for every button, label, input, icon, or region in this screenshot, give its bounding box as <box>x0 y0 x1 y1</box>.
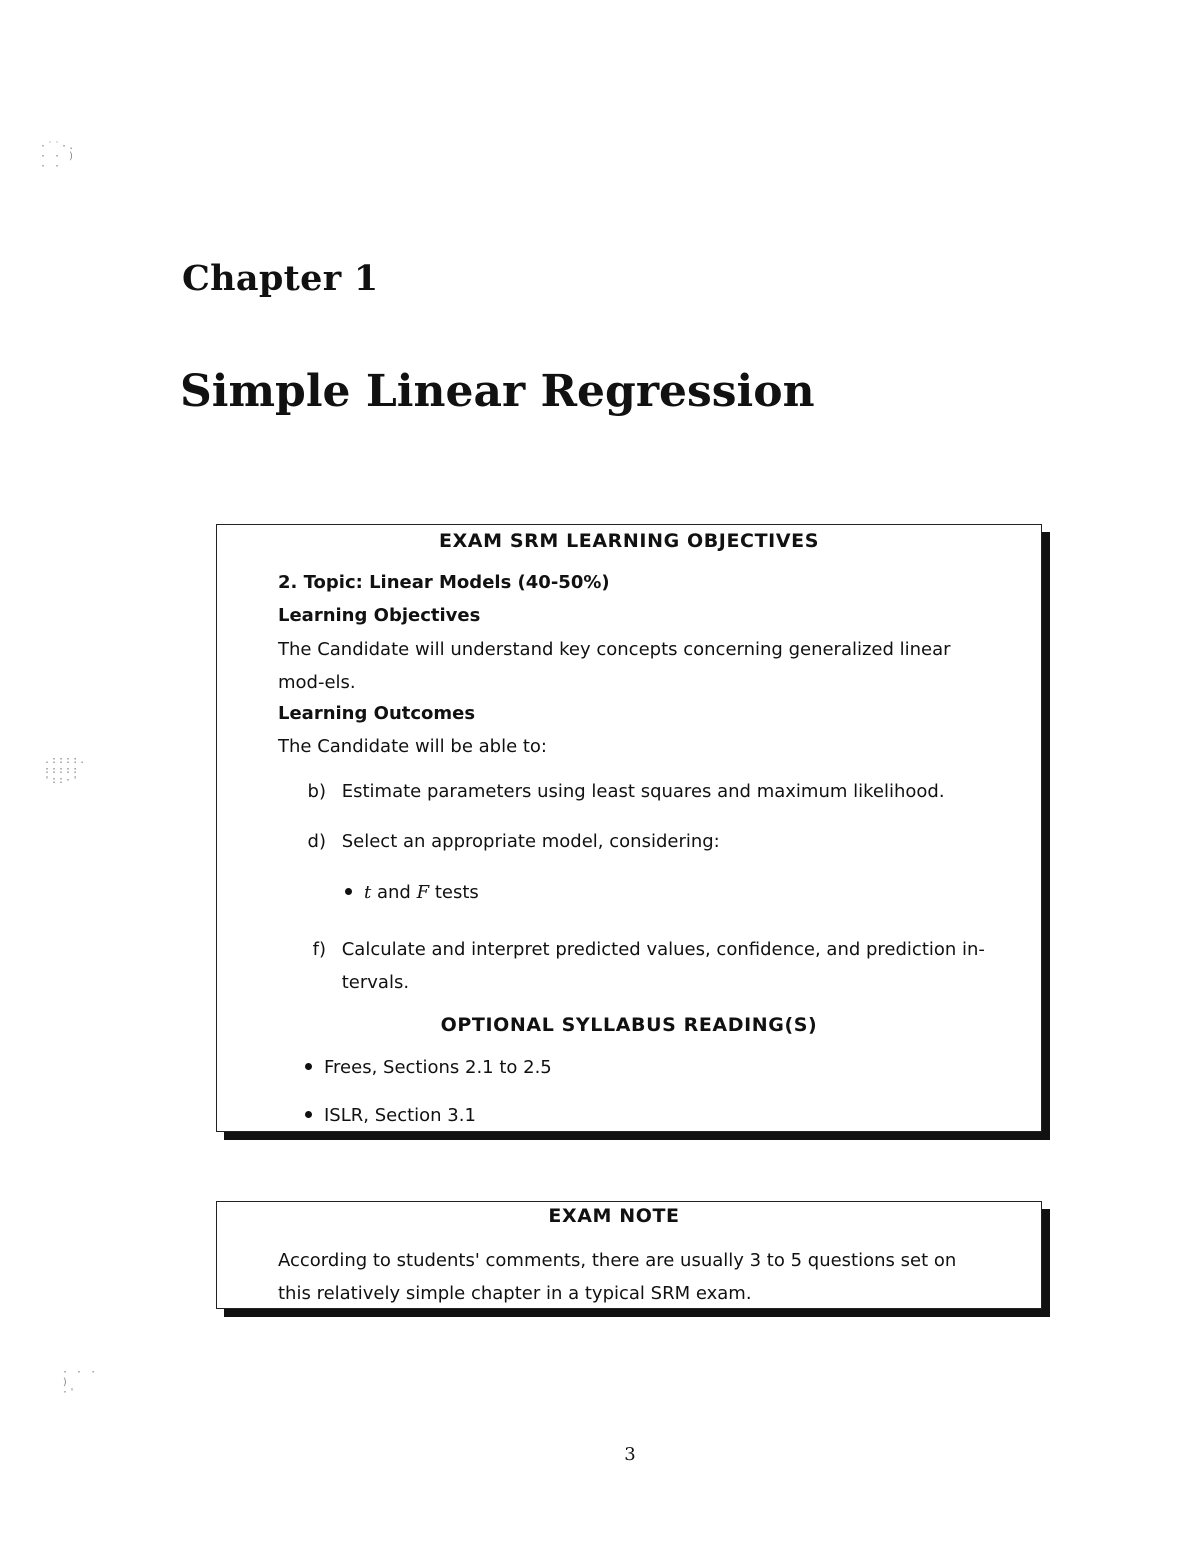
page-number: 3 <box>624 1444 636 1465</box>
outcome-item <box>295 933 1002 999</box>
and-text: and <box>376 882 411 903</box>
outcome-marker: b) <box>307 781 326 802</box>
learning-outcomes-heading: Learning Outcomes <box>278 703 476 724</box>
outcome-marker: f) <box>312 939 326 960</box>
outcome-marker: d) <box>307 831 326 852</box>
bullet-icon <box>305 1111 312 1118</box>
outcome-text: Estimate parameters using least squares and maximum likelihood. <box>341 781 945 802</box>
chapter-title: Simple Linear Regression <box>180 366 815 417</box>
outcome-item <box>295 775 1002 808</box>
sub-bullet-tests <box>345 882 479 903</box>
scan-mark-top: ·˙˙·. · · ) · · <box>40 141 76 172</box>
tests-text: tests <box>434 882 479 903</box>
learning-objectives-box <box>216 524 1042 1132</box>
t-symbol: t <box>364 882 372 903</box>
objectives-heading: EXAM SRM LEARNING OBJECTIVES <box>438 530 820 552</box>
exam-note-heading: EXAM NOTE <box>548 1205 680 1227</box>
reading-item <box>305 1105 476 1126</box>
learning-objectives-heading: Learning Objectives <box>278 605 481 626</box>
topic-line: 2. Topic: Linear Models (40-50%) <box>278 572 610 593</box>
learning-objectives-text: The Candidate will understand key concepts concerning generalized linear mod-els. <box>278 639 951 693</box>
exam-note-box <box>216 1201 1042 1309</box>
chapter-label: Chapter 1 <box>182 258 379 299</box>
bullet-icon <box>305 1063 312 1070</box>
outcome-text: Select an appropriate model, considering: <box>341 831 720 852</box>
outcome-text: Calculate and interpret predicted values, confidence, and prediction in-tervals. <box>341 939 985 993</box>
reading-heading: OPTIONAL SYLLABUS READING(S) <box>440 1014 818 1036</box>
scan-mark-bottom: · · · ) ·' <box>62 1367 98 1398</box>
exam-note-text: According to students' comments, there are usually 3 to 5 questions set on this relatively simple chapter in a typical SRM exam. <box>278 1250 957 1304</box>
learning-outcomes-intro: The Candidate will be able to: <box>278 736 547 757</box>
outcome-item <box>295 825 1002 858</box>
bullet-icon <box>345 888 352 895</box>
reading-text: Frees, Sections 2.1 to 2.5 <box>324 1057 552 1078</box>
scan-mark-middle: .::::. ::::: '::·' <box>44 755 87 786</box>
reading-text: ISLR, Section 3.1 <box>324 1105 476 1126</box>
f-symbol: F <box>416 882 430 903</box>
reading-item <box>305 1057 552 1078</box>
